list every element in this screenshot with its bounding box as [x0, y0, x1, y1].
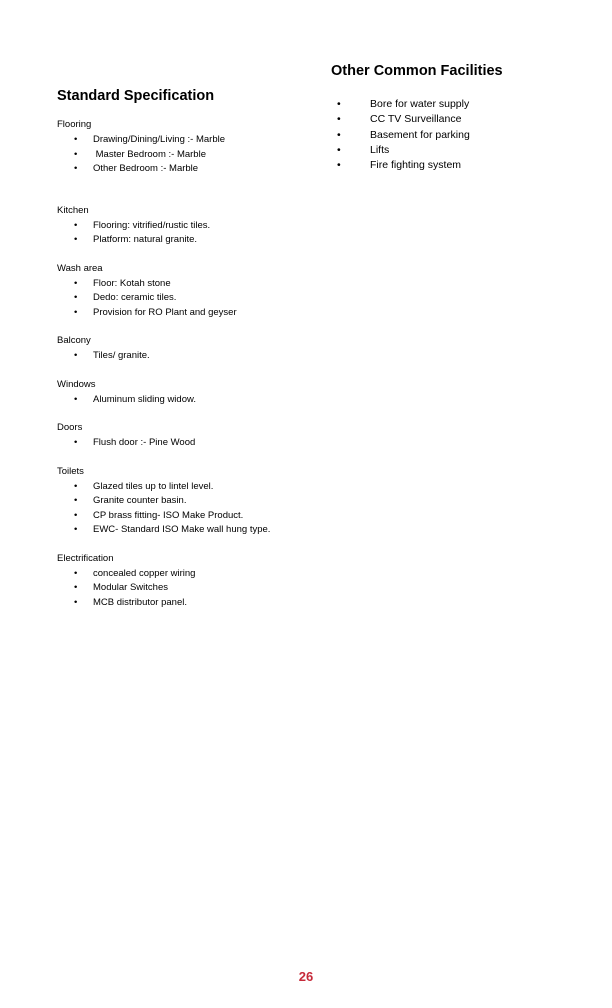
- standard-specification-heading: Standard Specification: [57, 88, 215, 104]
- list-item: • CC TV Surveillance: [331, 112, 571, 127]
- spec-list: [57, 393, 317, 408]
- list-item: • MCB distributor panel.: [57, 596, 317, 611]
- spec-section-title: Electrification: [57, 552, 114, 564]
- spec-section-title: Kitchen: [57, 204, 89, 216]
- spec-section-kitchen: [57, 204, 317, 248]
- page-number: 26: [298, 969, 314, 984]
- list-item: • EWC- Standard ISO Make wall hung type.: [57, 523, 317, 538]
- spec-section-windows: [57, 378, 317, 408]
- common-facilities-column: [331, 63, 571, 173]
- list-item: • Floor: Kotah stone: [57, 277, 317, 292]
- list-item: • Bore for water supply: [331, 97, 571, 112]
- list-item: • Flush door :- Pine Wood: [57, 436, 317, 451]
- list-item: • Fire fighting system: [331, 158, 571, 173]
- spec-list: [57, 436, 317, 451]
- list-item: • Master Bedroom :- Marble: [57, 148, 317, 163]
- list-item: • Granite counter basin.: [57, 494, 317, 509]
- list-item: • CP brass fitting- ISO Make Product.: [57, 509, 317, 524]
- spec-section-title: Flooring: [57, 119, 92, 130]
- spec-section-flooring: [57, 118, 317, 177]
- spec-section-electrification: [57, 552, 317, 611]
- spec-list: [57, 277, 317, 321]
- spec-section-title: Windows: [57, 378, 96, 390]
- spec-section-title: Toilets: [57, 465, 84, 477]
- list-item: • Basement for parking: [331, 128, 571, 143]
- spec-section-doors: [57, 421, 317, 451]
- list-item: • Provision for RO Plant and geyser: [57, 306, 317, 321]
- standard-specification-column: [57, 88, 317, 624]
- list-item: • Lifts: [331, 143, 571, 158]
- spec-list: [57, 133, 317, 177]
- list-item: • Modular Switches: [57, 581, 317, 596]
- list-item: • Drawing/Dining/Living :- Marble: [57, 133, 317, 148]
- list-item: • Other Bedroom :- Marble: [57, 162, 317, 177]
- spec-section-title: Wash area: [57, 262, 103, 274]
- list-item: • Platform: natural granite.: [57, 233, 317, 248]
- list-item: • concealed copper wiring: [57, 567, 317, 582]
- list-item: • Tiles/ granite.: [57, 349, 317, 364]
- spec-section-title: Balcony: [57, 335, 91, 346]
- spec-section-balcony: [57, 334, 317, 364]
- spec-list: [57, 567, 317, 611]
- spec-section-toilets: [57, 465, 317, 538]
- spec-list: [57, 349, 317, 364]
- spec-section-title: Doors: [57, 422, 83, 433]
- list-item: • Glazed tiles up to lintel level.: [57, 480, 317, 495]
- spec-list: [57, 219, 317, 248]
- list-item: • Flooring: vitrified/rustic tiles.: [57, 219, 317, 234]
- spec-list: [57, 480, 317, 538]
- common-facilities-heading: Other Common Facilities: [331, 63, 503, 79]
- facilities-list: [331, 97, 571, 173]
- list-item: • Aluminum sliding widow.: [57, 393, 317, 408]
- spec-section-wash-area: [57, 262, 317, 321]
- list-item: • Dedo: ceramic tiles.: [57, 291, 317, 306]
